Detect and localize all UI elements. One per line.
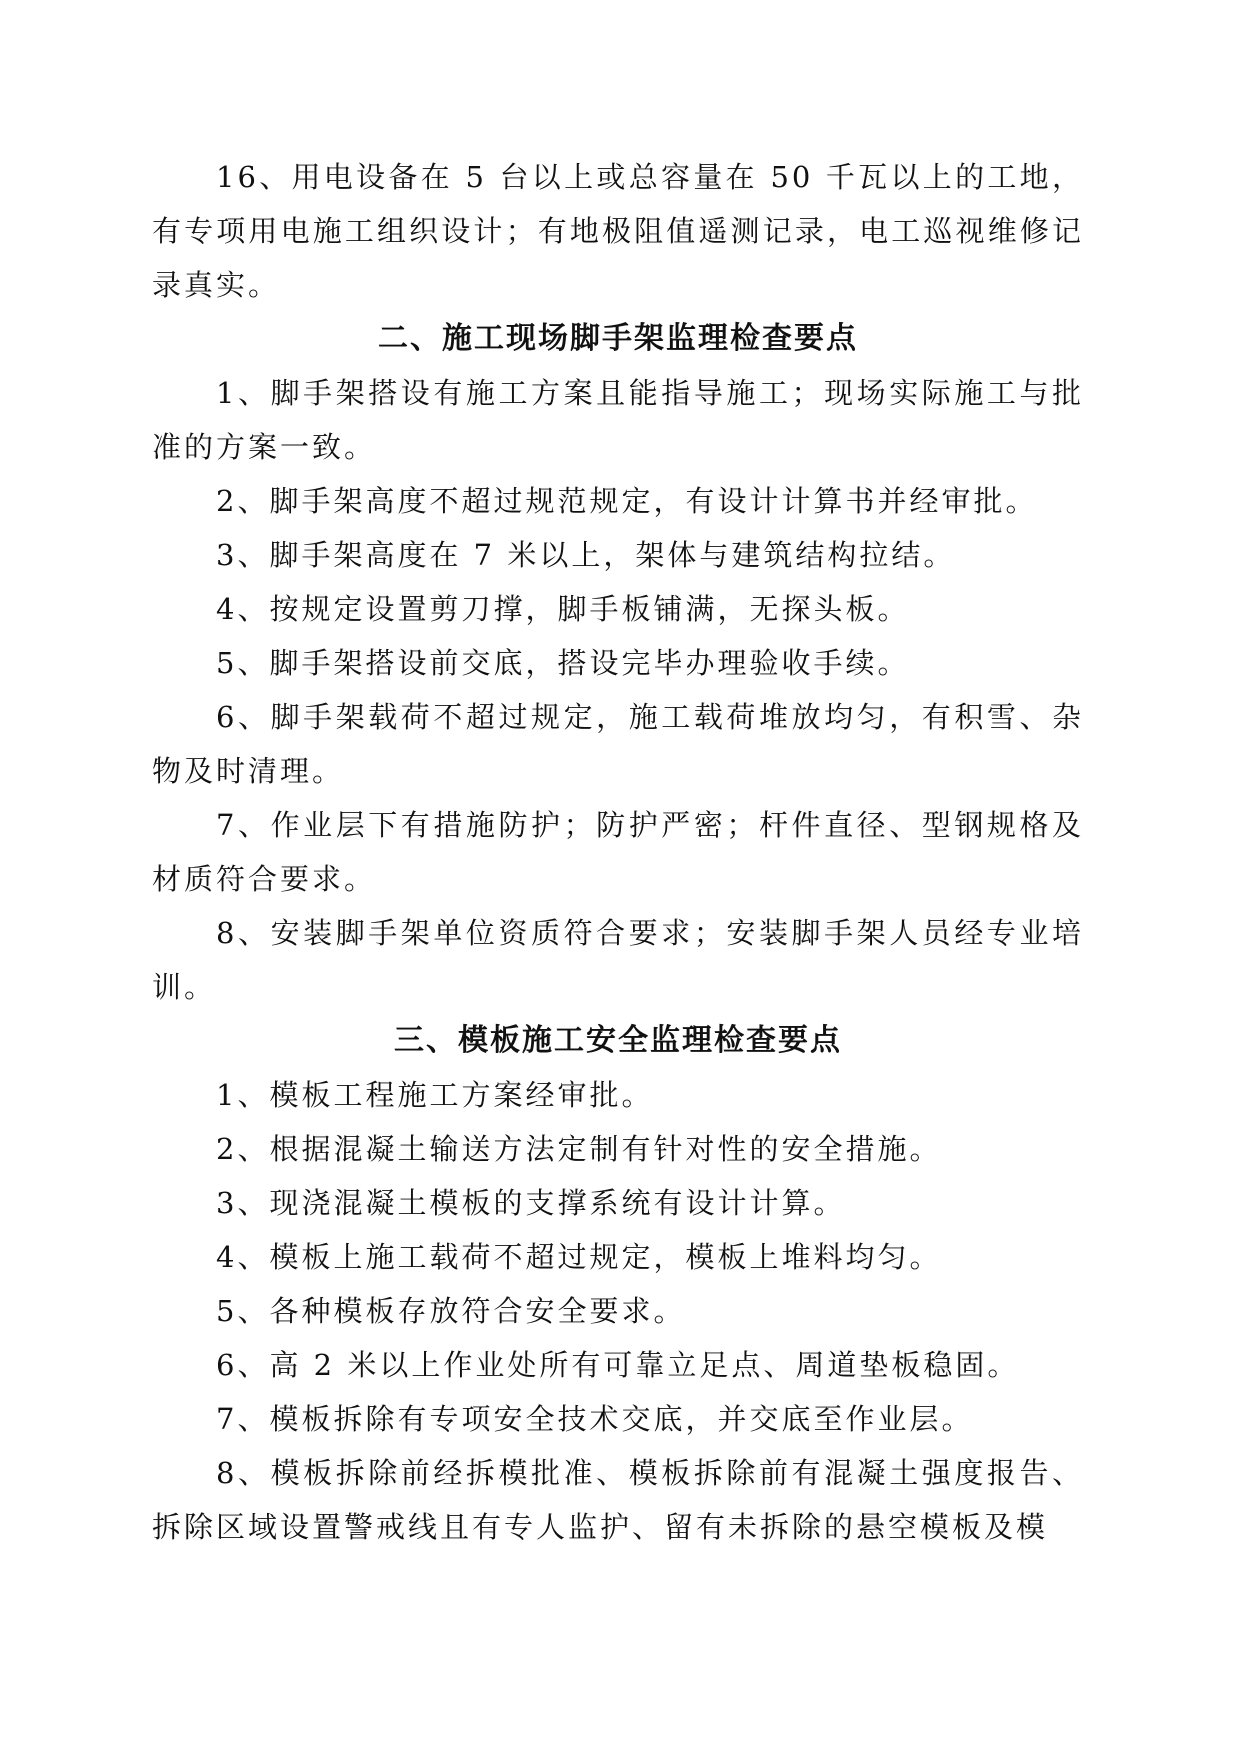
scaffolding-item-1: 1、脚手架搭设有施工方案且能指导施工；现场实际施工与批准的方案一致。 (152, 376, 1084, 464)
formwork-item-8: 8、模板拆除前经拆模批准、模板拆除前有混凝土强度报告、拆除区域设置警戒线且有专人监护、留有未拆除的悬空模板及模 (152, 1456, 1084, 1544)
formwork-item-7: 7、模板拆除有专项安全技术交底，并交底至作业层。 (216, 1402, 974, 1436)
scaffolding-item-5: 5、脚手架搭设前交底，搭设完毕办理验收手续。 (216, 646, 910, 680)
scaffolding-item-3: 3、脚手架高度在 7 米以上，架体与建筑结构拉结。 (216, 538, 956, 572)
formwork-item-3: 3、现浇混凝土模板的支撑系统有设计计算。 (216, 1186, 846, 1220)
scaffolding-item-8: 8、安装脚手架单位资质符合要求；安装脚手架人员经专业培训。 (152, 916, 1084, 1004)
section-heading-formwork: 三、模板施工安全监理检查要点 (394, 1023, 842, 1058)
section-heading-scaffolding: 二、施工现场脚手架监理检查要点 (378, 321, 858, 356)
formwork-item-4: 4、模板上施工载荷不超过规定，模板上堆料均匀。 (216, 1240, 942, 1274)
scaffolding-item-2: 2、脚手架高度不超过规范规定，有设计计算书并经审批。 (216, 484, 1038, 518)
formwork-item-1: 1、模板工程施工方案经审批。 (216, 1078, 654, 1112)
formwork-item-2: 2、根据混凝土输送方法定制有针对性的安全措施。 (216, 1132, 942, 1166)
scaffolding-item-7: 7、作业层下有措施防护；防护严密；杆件直径、型钢规格及材质符合要求。 (152, 808, 1084, 896)
paragraph-16: 16、用电设备在 5 台以上或总容量在 50 千瓦以上的工地，有专项用电施工组织设计；有地极阻值遥测记录，电工巡视维修记录真实。 (152, 160, 1084, 302)
formwork-item-5: 5、各种模板存放符合安全要求。 (216, 1294, 686, 1328)
document-body (152, 150, 1084, 1554)
scaffolding-item-6: 6、脚手架载荷不超过规定，施工载荷堆放均匀，有积雪、杂物及时清理。 (152, 700, 1084, 788)
scaffolding-item-4: 4、按规定设置剪刀撑，脚手板铺满，无探头板。 (216, 592, 910, 626)
formwork-item-6: 6、高 2 米以上作业处所有可靠立足点、周道垫板稳固。 (216, 1348, 1020, 1382)
